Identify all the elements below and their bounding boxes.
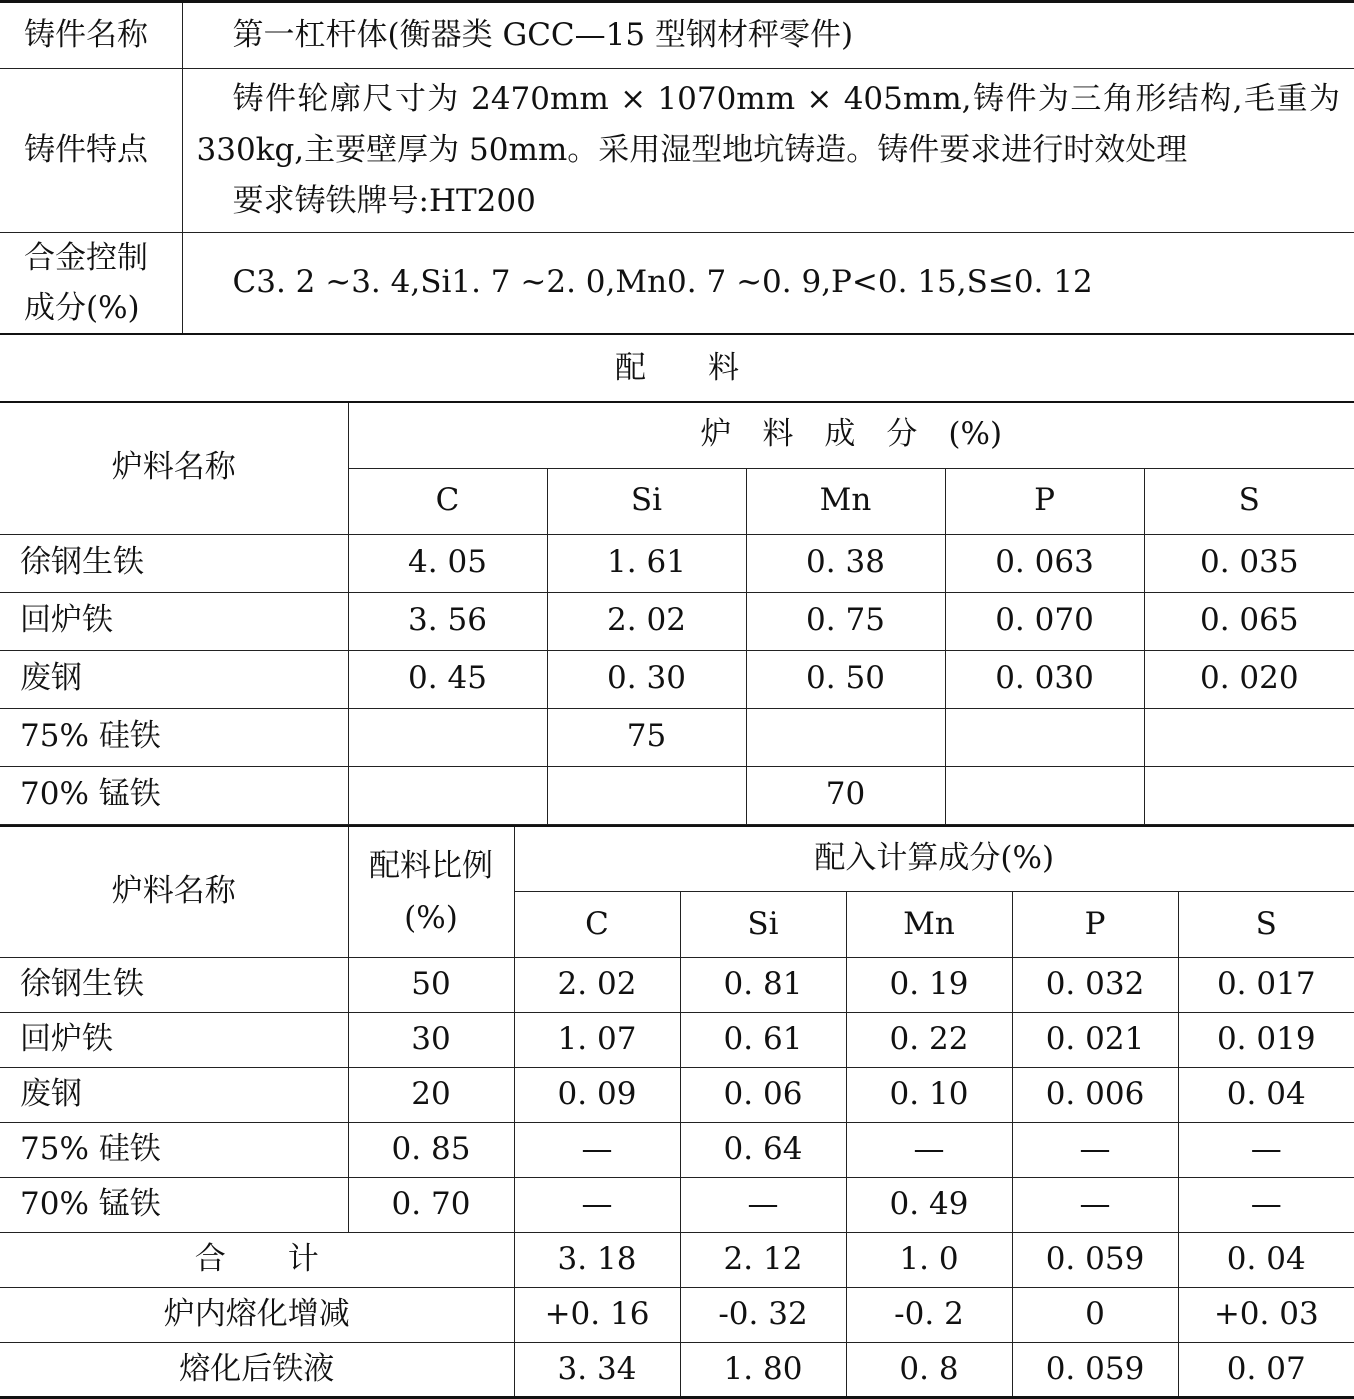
melt-change-cell: +0. 03 <box>1178 1288 1354 1343</box>
after-melt-cell: 0. 07 <box>1178 1343 1354 1398</box>
alloy-control-value: C3. 2 ~3. 4,Si1. 7 ~2. 0,Mn0. 7 ~0. 9,P<0. 15,S≤0. 12 <box>182 233 1354 335</box>
after-melt-cell: 3. 34 <box>514 1343 680 1398</box>
charge-cell: 0. 75 <box>746 592 945 650</box>
calc-row-name: 70% 锰铁 <box>0 1178 348 1233</box>
calc-cell: 0. 06 <box>680 1068 846 1123</box>
casting-features-line2: 要求铸铁牌号:HT200 <box>233 176 1341 227</box>
charge-cell <box>1144 708 1354 766</box>
calc-row-ratio: 0. 85 <box>348 1123 514 1178</box>
calc-cell: 0. 006 <box>1012 1068 1178 1123</box>
charge-cell <box>746 708 945 766</box>
calc-cell: — <box>1178 1178 1354 1233</box>
charge-cell: 0. 030 <box>945 650 1144 708</box>
charge-cell: 0. 035 <box>1144 534 1354 592</box>
charge-cell: 2. 02 <box>547 592 746 650</box>
calc-row-name: 回炉铁 <box>0 1013 348 1068</box>
calc-name-header: 炉料名称 <box>0 826 348 958</box>
section-title <box>0 335 1354 401</box>
charge-group-header: 炉 料 成 分 (%) <box>348 402 1354 468</box>
calc-col-si: Si <box>680 892 846 958</box>
calculated-composition-table <box>0 825 1354 1399</box>
charge-cell <box>1144 766 1354 824</box>
calc-group-header: 配入计算成分(%) <box>514 826 1354 892</box>
charge-row-name: 废钢 <box>0 650 348 708</box>
table-row <box>0 958 1354 1013</box>
charge-cell <box>547 766 746 824</box>
calc-col-p: P <box>1012 892 1178 958</box>
charge-cell <box>945 708 1144 766</box>
charge-cell: 0. 50 <box>746 650 945 708</box>
charge-row-name: 徐钢生铁 <box>0 534 348 592</box>
table-row <box>0 1178 1354 1233</box>
table-row <box>0 1123 1354 1178</box>
casting-features-row <box>0 69 1354 233</box>
total-cell: 2. 12 <box>680 1233 846 1288</box>
after-melt-row <box>0 1343 1354 1398</box>
calc-ratio-header-line1: 配料比例 <box>349 840 514 892</box>
charge-cell: 0. 38 <box>746 534 945 592</box>
casting-name-row <box>0 2 1354 69</box>
calc-cell: 0. 49 <box>846 1178 1012 1233</box>
melt-change-row <box>0 1288 1354 1343</box>
charge-cell: 0. 30 <box>547 650 746 708</box>
charge-row-name: 75% 硅铁 <box>0 708 348 766</box>
section-title-text: 配 料 <box>615 335 739 401</box>
calc-row-ratio: 30 <box>348 1013 514 1068</box>
melt-change-cell: -0. 32 <box>680 1288 846 1343</box>
charge-col-c: C <box>348 468 547 534</box>
alloy-control-label-line2: 成分(%) <box>24 283 182 333</box>
calc-cell: 0. 10 <box>846 1068 1012 1123</box>
calc-cell: 0. 19 <box>846 958 1012 1013</box>
total-cell: 1. 0 <box>846 1233 1012 1288</box>
charge-cell: 0. 45 <box>348 650 547 708</box>
charge-cell: 0. 065 <box>1144 592 1354 650</box>
calc-row-name: 废钢 <box>0 1068 348 1123</box>
casting-name-label: 铸件名称 <box>0 2 182 69</box>
charge-header-row <box>0 402 1354 468</box>
total-cell: 0. 04 <box>1178 1233 1354 1288</box>
alloy-control-row <box>0 233 1354 335</box>
after-melt-cell: 0. 059 <box>1012 1343 1178 1398</box>
table-row <box>0 650 1354 708</box>
melt-change-label: 炉内熔化增减 <box>0 1288 514 1343</box>
calc-cell: 0. 61 <box>680 1013 846 1068</box>
charge-row-name: 70% 锰铁 <box>0 766 348 824</box>
charge-cell <box>348 766 547 824</box>
calc-ratio-header-line2: (%) <box>349 892 514 944</box>
after-melt-cell: 0. 8 <box>846 1343 1012 1398</box>
calc-cell: 0. 032 <box>1012 958 1178 1013</box>
calc-cell: — <box>1012 1178 1178 1233</box>
calc-row-ratio: 20 <box>348 1068 514 1123</box>
charge-cell: 75 <box>547 708 746 766</box>
calc-ratio-header <box>348 826 514 958</box>
charge-cell: 0. 020 <box>1144 650 1354 708</box>
charge-name-header: 炉料名称 <box>0 402 348 534</box>
table-row <box>0 592 1354 650</box>
melt-change-cell: -0. 2 <box>846 1288 1012 1343</box>
table-row <box>0 1068 1354 1123</box>
table-row <box>0 534 1354 592</box>
charge-cell: 4. 05 <box>348 534 547 592</box>
calc-cell: 0. 019 <box>1178 1013 1354 1068</box>
calc-cell: 0. 22 <box>846 1013 1012 1068</box>
calc-cell: 0. 64 <box>680 1123 846 1178</box>
calc-col-mn: Mn <box>846 892 1012 958</box>
charge-cell: 0. 070 <box>945 592 1144 650</box>
calc-cell: — <box>514 1123 680 1178</box>
casting-features-line1: 铸件轮廓尺寸为 2470mm × 1070mm × 405mm,铸件为三角形结构,毛重为330kg,主要壁厚为 50mm。采用湿型地坑铸造。铸件要求进行时效处理 <box>197 74 1341 176</box>
calc-cell: — <box>1178 1123 1354 1178</box>
charge-col-p: P <box>945 468 1144 534</box>
calc-cell: — <box>680 1178 846 1233</box>
charge-col-si: Si <box>547 468 746 534</box>
calc-col-s: S <box>1178 892 1354 958</box>
calc-cell: 0. 09 <box>514 1068 680 1123</box>
charge-cell: 0. 063 <box>945 534 1144 592</box>
calc-cell: — <box>514 1178 680 1233</box>
alloy-control-label-line1: 合金控制 <box>24 233 182 283</box>
total-label: 合 计 <box>0 1233 514 1288</box>
charge-col-mn: Mn <box>746 468 945 534</box>
charge-cell: 70 <box>746 766 945 824</box>
calc-cell: 0. 017 <box>1178 958 1354 1013</box>
charge-col-s: S <box>1144 468 1354 534</box>
casting-features-label: 铸件特点 <box>0 69 182 233</box>
calc-col-c: C <box>514 892 680 958</box>
calc-cell: — <box>846 1123 1012 1178</box>
total-cell: 3. 18 <box>514 1233 680 1288</box>
calc-row-ratio: 50 <box>348 958 514 1013</box>
table-row <box>0 1013 1354 1068</box>
casting-features-value <box>182 69 1354 233</box>
casting-name-value: 第一杠杆体(衡器类 GCC—15 型钢材秤零件) <box>182 2 1354 69</box>
table-row <box>0 766 1354 824</box>
melt-change-cell: 0 <box>1012 1288 1178 1343</box>
total-row <box>0 1233 1354 1288</box>
table-row <box>0 708 1354 766</box>
alloy-control-label <box>0 233 182 335</box>
after-melt-cell: 1. 80 <box>680 1343 846 1398</box>
charge-cell: 3. 56 <box>348 592 547 650</box>
calc-cell: 2. 02 <box>514 958 680 1013</box>
charge-cell: 1. 61 <box>547 534 746 592</box>
charge-row-name: 回炉铁 <box>0 592 348 650</box>
calc-cell: 1. 07 <box>514 1013 680 1068</box>
casting-info-table <box>0 0 1354 335</box>
calc-row-name: 75% 硅铁 <box>0 1123 348 1178</box>
calc-header-row <box>0 826 1354 892</box>
calc-cell: 0. 81 <box>680 958 846 1013</box>
calc-cell: 0. 021 <box>1012 1013 1178 1068</box>
after-melt-label: 熔化后铁液 <box>0 1343 514 1398</box>
total-cell: 0. 059 <box>1012 1233 1178 1288</box>
calc-cell: 0. 04 <box>1178 1068 1354 1123</box>
calc-row-ratio: 0. 70 <box>348 1178 514 1233</box>
melt-change-cell: +0. 16 <box>514 1288 680 1343</box>
charge-cell <box>348 708 547 766</box>
calc-cell: — <box>1012 1123 1178 1178</box>
charge-cell <box>945 766 1144 824</box>
calc-row-name: 徐钢生铁 <box>0 958 348 1013</box>
charge-composition-table <box>0 401 1354 825</box>
